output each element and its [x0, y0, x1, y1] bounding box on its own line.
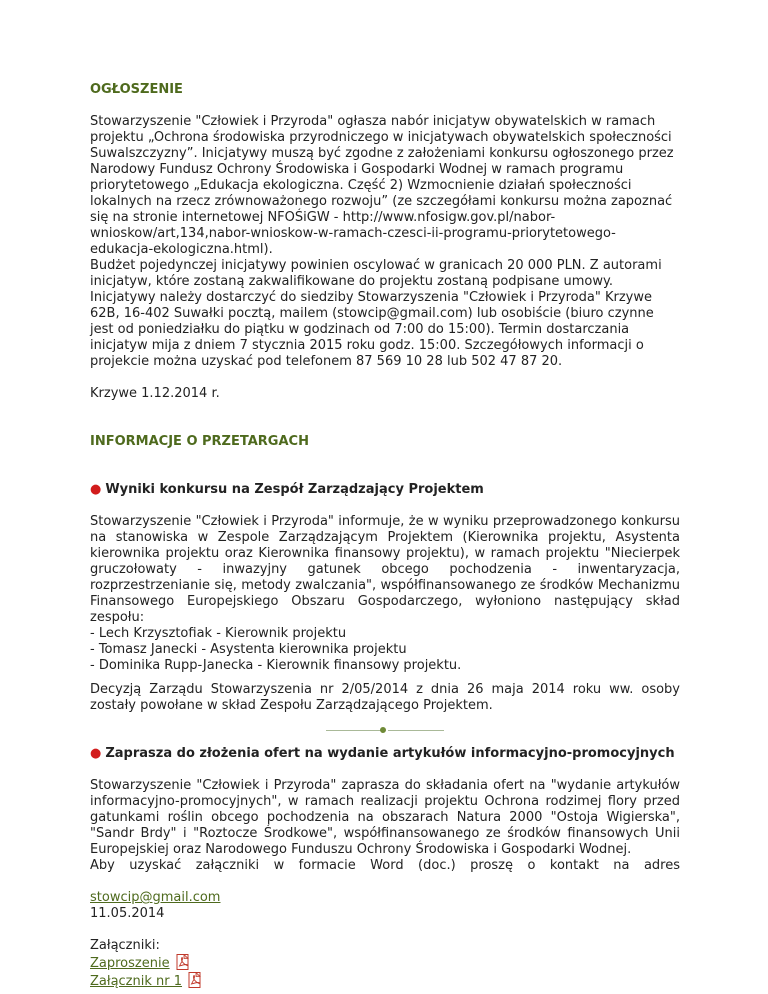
email-link[interactable]: stowcip@gmail.com	[90, 890, 221, 905]
pdf-icon[interactable]	[188, 972, 203, 988]
document-page	[90, 82, 680, 990]
item1-decision: Decyzją Zarządu Stowarzyszenia nr 2/05/2014 z dnia 26 maja 2014 roku ww. osoby zostały powołane w skład Zespołu Zarządzającego Projektem.	[90, 682, 680, 713]
item2-heading	[90, 746, 680, 762]
item2-email-row	[90, 874, 680, 906]
item2-date: 11.05.2014	[90, 906, 165, 921]
member-3: - Dominika Rupp-Janecka - Kierownik finansowy projektu.	[90, 658, 462, 673]
item1-paragraph: Stowarzyszenie "Człowiek i Przyroda" informuje, że w wyniku przeprowadzonego konkursu na stanowiska w Zespole Zarządzającym Projektem (Kierownika projektu, Asystenta kierownika projektu oraz Kierownika finansowy projektu), w ramach projektu "Niecierpek gruczołowaty - inwazyjny gatunek obcego pochodzenia - inwentaryzacja, rozprzestrzenianie się, metody zwalczania", współfinansowanego ze środków Mechanizmu Finansowego Europejskiego Obszaru Gospodarczego, wyłoniono następujący skład zespołu:	[90, 514, 680, 625]
section-title-ogloszenie: OGŁOSZENIE	[90, 82, 183, 97]
item1-heading	[90, 482, 680, 498]
attachment-link-zalacznik-1[interactable]: Załącznik nr 1	[90, 974, 183, 989]
item2-contact-text: Aby uzyskać załączniki w formacie Word (doc.) proszę o kontakt na adres	[90, 858, 680, 873]
announcement-body: Stowarzyszenie "Człowiek i Przyroda" ogłasza nabór inicjatyw obywatelskich w ramach projektu „Ochrona środowiska przyrodniczego w inicjatywach obywatelskich społeczności Suwalszczyzny”. Inicjatywy muszą być zgodne z założeniami konkursu ogłoszonego przez Narodowy Fundusz Ochrony Środowiska i Gospodarki Wodnej w ramach programu priorytetowego „Edukacja ekologiczna. Część 2) Wzmocnienie działań społeczności lokalnych na rzecz zrównoważonego rozwoju” (ze szczegółami konkursu można zapoznać się na stronie internetowej NFOŚiGW - http://www.nfosigw.gov.pl/nabor- wnioskow/art,134,nabor-wnioskow-w-ramach-czesci-ii-programu-priorytetowego- edukacja-ekologiczna.html). Budżet pojedynczej inicjatywy powinien oscylować w granicach 20 000 PLN. Z autorami inicjatyw, które zostaną zakwalifikowane do projektu zostaną podpisane umowy. Inicjatywy należy dostarczyć do siedziby Stowarzyszenia "Człowiek i Przyroda" Krzywe 62B, 16-402 Suwałki pocztą, mailem (stowcip@gmail.com) lub osobiście (biuro czynne jest od poniedziałku do piątku w godzinach od 7:00 do 15:00). Termin dostarczania inicjatyw mija z dniem 7 stycznia 2015 roku godz. 15:00. Szczegółowych informacji o projekcie można uzyskać pod telefonem 87 569 10 28 lub 502 47 87 20.	[90, 114, 674, 369]
item2-heading-text: Zaprasza do złożenia ofert na wydanie artykułów informacyjno-promocyjnych	[105, 746, 675, 761]
attachment-row	[90, 972, 680, 990]
member-2: - Tomasz Janecki - Asystenta kierownika projektu	[90, 642, 407, 657]
divider-line-left	[326, 730, 382, 731]
attachments-label: Załączniki:	[90, 938, 160, 953]
announcement-date: Krzywe 1.12.2014 r.	[90, 386, 220, 401]
pdf-icon[interactable]	[176, 954, 191, 970]
attachment-link-zaproszenie[interactable]: Zaproszenie	[90, 956, 170, 971]
item2-paragraph: Stowarzyszenie "Człowiek i Przyroda" zaprasza do składania ofert na "wydanie artykułów informacyjno-promocyjnych", w ramach realizacji projektu Ochrona rodzimej flory przed gatunkami roślin obcego pochodzenia na obszarach Natura 2000 "Ostoja Wigierska", "Sandr Brdy" i "Roztocze Środkowe", współfinansowanego ze środków finansowych Unii Europejskiej oraz Narodowego Funduszu Ochrony Środowiska i Gospodarki Wodnej.	[90, 778, 680, 857]
attachment-row	[90, 954, 680, 972]
section-divider	[90, 724, 680, 738]
item1-heading-text: Wyniki konkursu na Zespół Zarządzający Projektem	[105, 482, 484, 497]
bullet-icon: ●	[90, 746, 102, 761]
section-title-przetargi: INFORMACJE O PRZETARGACH	[90, 434, 309, 449]
bullet-icon: ●	[90, 482, 102, 497]
divider-dot	[380, 727, 386, 733]
member-1: - Lech Krzysztofiak - Kierownik projektu	[90, 626, 347, 641]
divider-line-right	[388, 730, 444, 731]
